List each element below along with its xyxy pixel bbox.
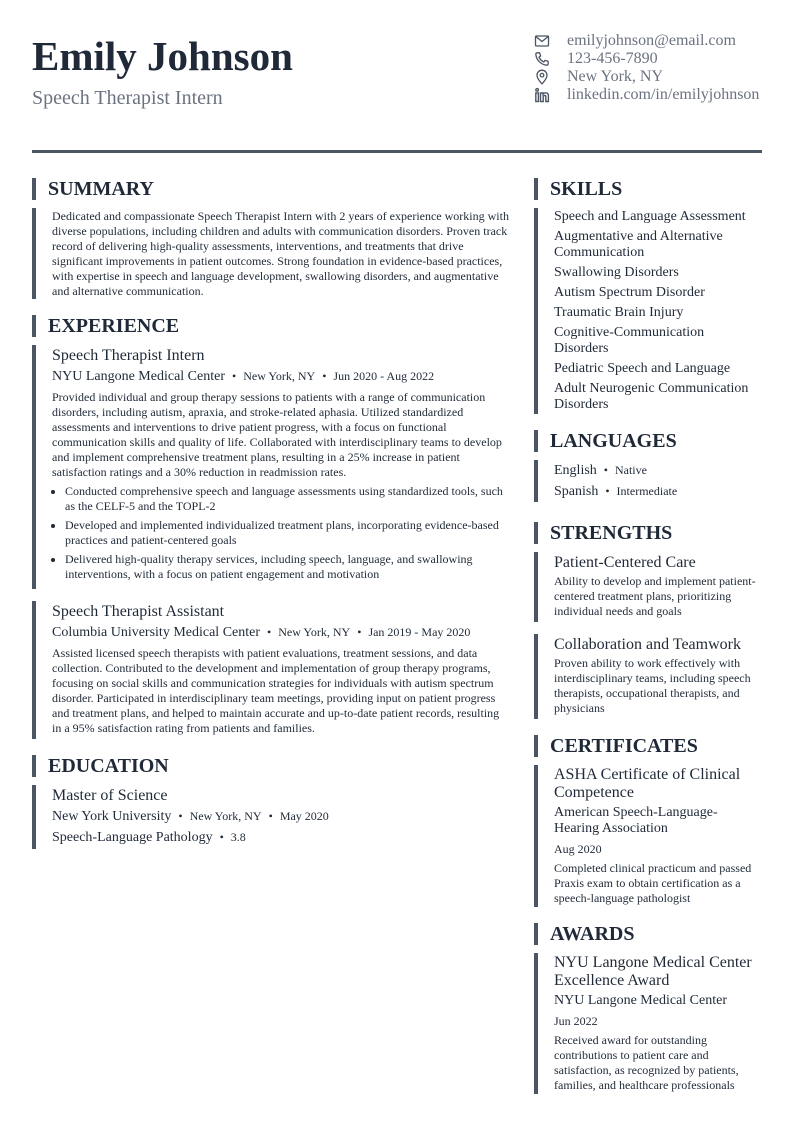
strength-item — [534, 634, 762, 719]
skills-section — [534, 178, 762, 414]
school-location: New York, NY — [189, 809, 262, 823]
job-dates: Jan 2019 - May 2020 — [368, 625, 471, 639]
skill-item: Cognitive-Communication Disorders — [554, 325, 705, 356]
language-name: Spanish — [554, 484, 599, 499]
job-location: New York, NY — [243, 369, 316, 383]
job-entry — [32, 345, 510, 589]
job-bullets — [52, 484, 510, 582]
certificate-title: ASHA Certificate of Clinical Competence — [554, 766, 741, 801]
job-description: Assisted licensed speech therapists with patient evaluations, treatment sessions, and data collection. Contributed to the development and implementation of group therapy programs, focusing on social skills and communication strategies for individuals with autism spectrum disorder. Participated in interdisciplinary team meetings, providing input on patient progress and treatment plans, and helped to maintain accurate and up-to-date patient records, resulting in a 95% satisfaction rating from patients and families. — [52, 646, 500, 735]
skill-item: Augmentative and Alternative Communication — [554, 229, 723, 260]
strength-item — [534, 552, 762, 622]
certificate-item — [534, 765, 762, 907]
education-field-line: Speech-Language Pathology • 3.8 — [52, 830, 246, 845]
section-heading: SKILLS — [534, 178, 762, 200]
section-heading: STRENGTHS — [534, 522, 762, 544]
section-heading: EDUCATION — [32, 755, 510, 777]
language-item: English • Native — [554, 463, 647, 478]
award-title: NYU Langone Medical Center Excellence Award — [554, 954, 752, 989]
language-level: Intermediate — [616, 484, 678, 498]
award-org: NYU Langone Medical Center — [554, 993, 727, 1008]
contact-phone[interactable] — [534, 50, 762, 68]
job-entry — [32, 601, 510, 739]
language-name: English — [554, 463, 597, 478]
job-location: New York, NY — [278, 625, 351, 639]
section-heading: CERTIFICATES — [534, 735, 762, 757]
job-bullet: • Conducted comprehensive speech and language assessments using standardized tools, such as the CELF-5 and the TOPL-2 — [65, 484, 510, 514]
contact-linkedin[interactable] — [534, 86, 762, 104]
school: New York University — [52, 809, 172, 824]
strength-title: Patient-Centered Care — [554, 554, 696, 571]
certificate-text: Completed clinical practicum and passed Praxis exam to obtain certification as a speech-language pathologist — [554, 861, 752, 905]
contact-location — [534, 68, 762, 86]
summary-section — [32, 178, 510, 299]
field-of-study: Speech-Language Pathology — [52, 830, 213, 845]
contact-email[interactable] — [534, 32, 762, 50]
languages-section — [534, 430, 762, 502]
gpa: 3.8 — [230, 830, 246, 844]
graduation-date: May 2020 — [279, 809, 329, 823]
job-bullet: • Developed and implemented individualized treatment plans, incorporating evidence-based practices and patient-centered goals — [65, 518, 510, 548]
awards-section — [534, 923, 762, 1094]
award-item — [534, 953, 762, 1094]
main-column — [32, 178, 510, 865]
section-heading: LANGUAGES — [534, 430, 762, 452]
email-text[interactable]: emilyjohnson@email.com — [567, 32, 736, 49]
candidate-title: Speech Therapist Intern — [32, 87, 223, 109]
resume-header — [32, 0, 762, 152]
certificate-date: Aug 2020 — [554, 842, 602, 856]
section-heading: EXPERIENCE — [32, 315, 510, 337]
degree: Master of Science — [52, 787, 168, 804]
strength-text: Proven ability to work effectively with interdisciplinary teams, including speech therapists, occupational therapists, and physicians — [554, 656, 751, 715]
job-org: NYU Langone Medical Center — [52, 369, 225, 384]
strengths-section — [534, 522, 762, 719]
resume-page — [32, 0, 762, 1092]
header-divider — [32, 150, 762, 153]
job-meta: NYU Langone Medical Center • New York, NY • Jun 2020 - Aug 2022 — [52, 369, 435, 384]
job-description: Provided individual and group therapy sessions to patients with a range of communication disorders, including autism, apraxia, and stroke-related aphasia. Utilized standardized assessments and interventions to drive patient progress, with a focus on functional communication skills and quality of life. Collaborated with interdisciplinary teams to develop and implement comprehensive treatment plans, resulting in a 25% increase in patient satisfaction ratings and a 30% reduction in readmission rates. — [52, 390, 502, 479]
skill-item: Swallowing Disorders — [554, 265, 679, 280]
mail-icon — [534, 33, 550, 49]
strength-text: Ability to develop and implement patient-centered treatment plans, prioritizing individual needs and goals — [554, 574, 756, 618]
section-heading: SUMMARY — [32, 178, 510, 200]
linkedin-text[interactable]: linkedin.com/in/emilyjohnson — [567, 86, 760, 103]
language-level: Native — [614, 463, 647, 477]
skill-item: Speech and Language Assessment — [554, 209, 746, 224]
job-meta: Columbia University Medical Center • New York, NY • Jan 2019 - May 2020 — [52, 625, 471, 640]
phone-text[interactable]: 123-456-7890 — [567, 50, 658, 67]
award-text: Received award for outstanding contributions to patient care and satisfaction, as recognized by patients, families, and healthcare professionals — [554, 1033, 739, 1092]
skills-list — [534, 208, 762, 414]
section-heading: AWARDS — [534, 923, 762, 945]
job-dates: Jun 2020 - Aug 2022 — [333, 369, 435, 383]
summary-text: Dedicated and compassionate Speech Therapist Intern with 2 years of experience working with diverse populations, including children and adults with communication disorders. Proven track record of delivering high-quality assessments, interventions, and treatments that drive significant improvements in patient outcomes. Strong foundation in evidence-based practices, with expertise in speech and language development, swallowing disorders, and augmentative and alternative communication. — [52, 209, 509, 298]
certificate-org: American Speech-Language-Hearing Association — [554, 805, 718, 836]
education-section — [32, 755, 510, 849]
skill-item: Adult Neurogenic Communication Disorders — [554, 381, 749, 412]
language-item: Spanish • Intermediate — [554, 484, 678, 499]
certificates-section — [534, 735, 762, 907]
location-pin-icon — [534, 69, 550, 85]
job-role: Speech Therapist Assistant — [52, 603, 225, 620]
job-bullet: • Delivered high-quality therapy services, including speech, language, and swallowing interventions, with a focus on patient engagement and motivation — [65, 552, 510, 582]
candidate-name: Emily Johnson — [32, 33, 293, 79]
job-role: Speech Therapist Intern — [52, 347, 205, 364]
skill-item: Pediatric Speech and Language — [554, 361, 731, 376]
skill-item: Traumatic Brain Injury — [554, 305, 684, 320]
experience-section — [32, 315, 510, 739]
location-text: New York, NY — [567, 68, 664, 85]
education-meta: New York University • New York, NY • May 2020 — [52, 809, 329, 824]
phone-icon — [534, 51, 550, 67]
skill-item: Autism Spectrum Disorder — [554, 285, 705, 300]
award-date: Jun 2022 — [554, 1014, 598, 1028]
linkedin-icon — [534, 87, 550, 103]
strength-title: Collaboration and Teamwork — [554, 636, 741, 653]
side-column — [534, 178, 762, 1110]
job-org: Columbia University Medical Center — [52, 625, 261, 640]
languages-list — [534, 460, 762, 502]
contact-info — [534, 32, 762, 104]
